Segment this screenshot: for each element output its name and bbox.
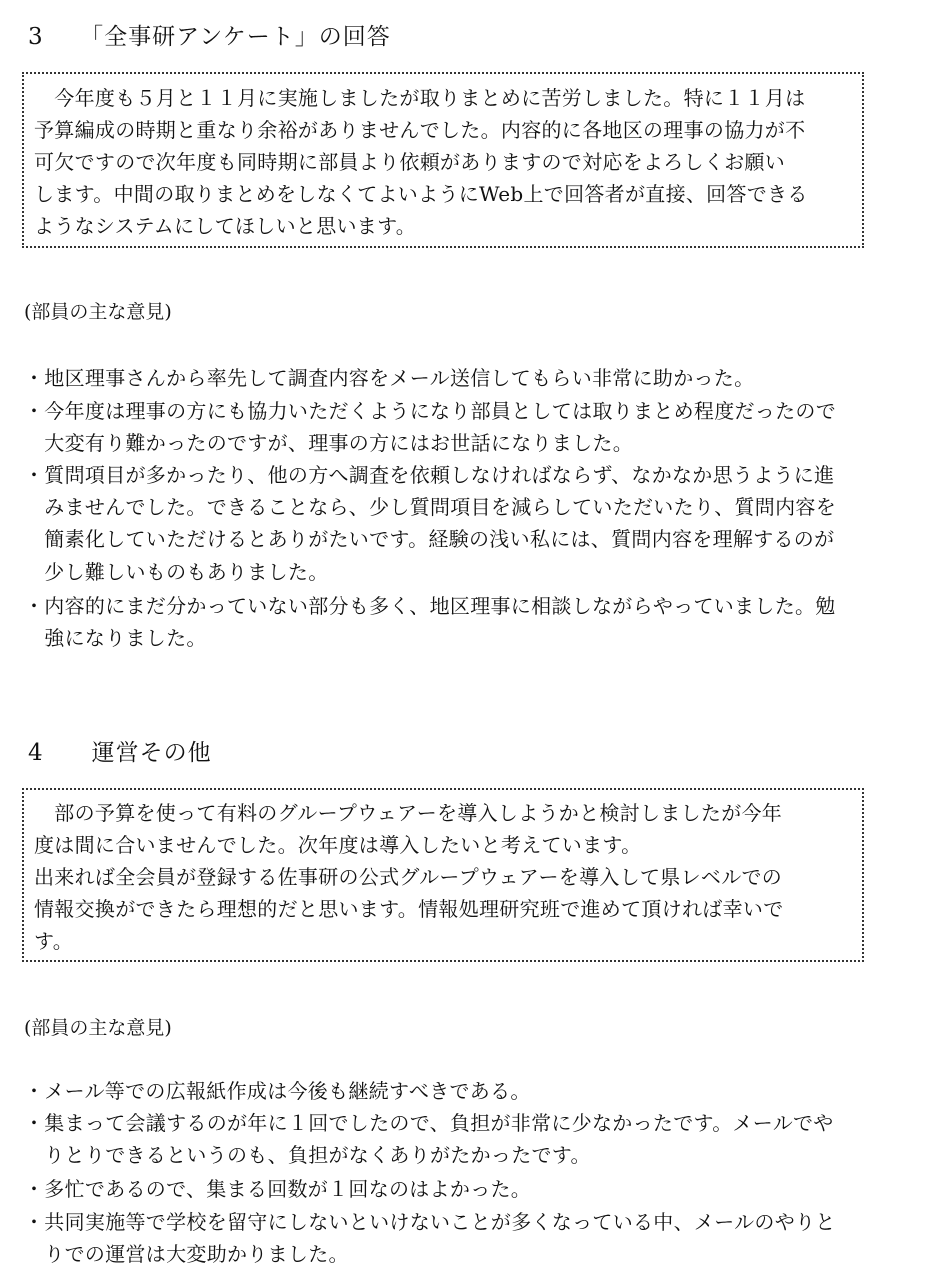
section3-opinion-line: ・内容的にまだ分かっていない部分も多く、地区理事に相談しながらやっていました。勉 — [24, 594, 836, 618]
section4-summary-line: 出来れば全会員が登録する佐事研の公式グループウェアーを導入して県レベルでの — [34, 865, 783, 889]
section3-opinion-line: 簡素化していただけるとありがたいです。経験の浅い私には、質問内容を理解するのが — [24, 527, 835, 551]
section3-summary-line: 予算編成の時期と重なり余裕がありませんでした。内容的に各地区の理事の協力が不 — [34, 118, 806, 142]
section4-opinion-line: ・共同実施等で学校を留守にしないといけないことが多くなっている中、メールのやりと — [24, 1210, 836, 1234]
section4-opinion-line: ・多忙であるので、集まる回数が１回なのはよかった。 — [24, 1177, 532, 1201]
section4-summary-line: 情報交換ができたら理想的だと思います。情報処理研究班で進めて頂ければ幸いで — [34, 897, 784, 921]
section3-opinion-line: 大変有り難かったのですが、理事の方にはお世話になりました。 — [24, 431, 633, 455]
section3-summary-line: 可欠ですので次年度も同時期に部員より依頼がありますので対応をよろしくお願い — [34, 150, 786, 174]
section3-heading: 3 「全事研アンケート」の回答 — [28, 24, 391, 50]
section4-opinion-line: ・集まって会議するのが年に１回でしたので、負担が非常に少なかったです。メールでや — [24, 1111, 834, 1135]
section4-opinion-line: ・メール等での広報紙作成は今後も継続すべきである。 — [24, 1079, 531, 1103]
section3-opinion-line: ・質問項目が多かったり、他の方へ調査を依頼しなければならず、なかなか思うように進 — [24, 463, 835, 487]
section3-summary-line: します。中間の取りまとめをしなくてよいようにWeb上で回答者が直接、回答できる — [34, 182, 808, 206]
section3-opinions-title: (部員の主な意見) — [24, 301, 172, 323]
section4-summary-line: 度は間に合いませんでした。次年度は導入したいと考えています。 — [34, 833, 642, 857]
section4-summary-line: 部の予算を使って有料のグループウェアーを導入しようかと検討しましたが今年 — [34, 801, 783, 825]
section4-heading: 4 運営その他 — [28, 740, 212, 766]
section4-summary-line: す。 — [34, 929, 73, 953]
section3-opinion-line: ・地区理事さんから率先して調査内容をメール送信してもらい非常に助かった。 — [24, 366, 755, 390]
section4-opinions-title: (部員の主な意見) — [24, 1017, 172, 1039]
section3-opinion-line: ・今年度は理事の方にも協力いただくようになり部員としては取りまとめ程度だったので — [24, 399, 836, 423]
section3-opinion-line: 強になりました。 — [24, 626, 207, 650]
section3-summary-line: 今年度も５月と１１月に実施しましたが取りまとめに苦労しました。特に１１月は — [34, 86, 806, 110]
section3-opinion-line: みませんでした。できることなら、少し質問項目を減らしていただいたり、質問内容を — [24, 495, 836, 519]
section4-opinion-line: りでの運営は大変助かりました。 — [24, 1242, 349, 1266]
section4-opinion-line: りとりできるというのも、負担がなくありがたかったです。 — [24, 1143, 591, 1167]
section3-opinion-line: 少し難しいものもありました。 — [24, 560, 329, 584]
section3-summary-line: ようなシステムにしてほしいと思います。 — [34, 214, 417, 238]
